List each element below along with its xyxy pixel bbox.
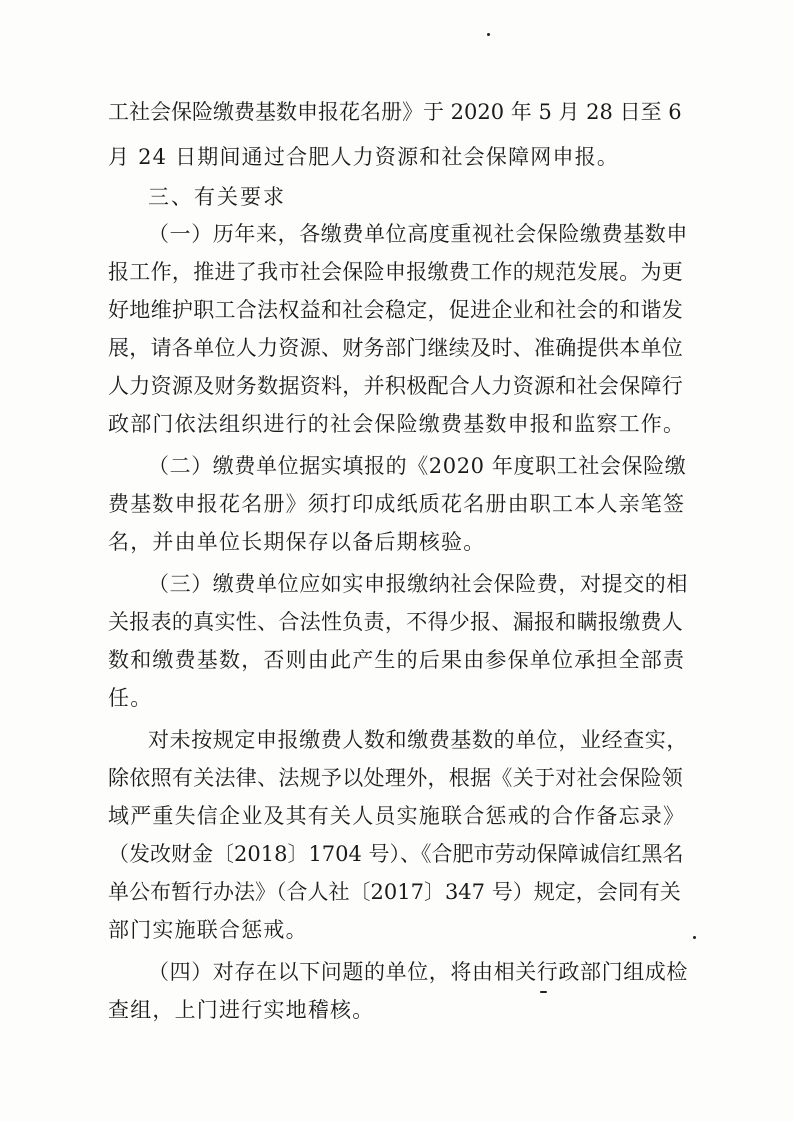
paragraph-3-line-3: 数和缴费基数，否则由此产生的后果由参保单位承担全部责 — [108, 648, 686, 672]
paragraph-4-line-5: 单公布暂行办法》（合人社〔2017〕347 号）规定，会同有关 — [108, 880, 681, 904]
paragraph-5-line-2: 查组，上门进行实地稽核。 — [108, 998, 375, 1022]
paragraph-4-line-4: （发改财金〔2018〕1704 号）、《合肥市劳动保障诚信红黑名 — [108, 842, 684, 866]
paragraph-2-line-3: 名，并由单位长期保存以备后期核验。 — [108, 530, 486, 554]
paragraph-4-line-6: 部门实施联合惩戒。 — [108, 918, 308, 942]
paragraph-1-line-3: 好地维护职工合法权益和社会稳定，促进企业和社会的和谐发 — [108, 298, 684, 322]
section-heading: 三、有关要求 — [148, 185, 286, 209]
paragraph-1-line-5: 人力资源及财务数据资料，并积极配合人力资源和社会保障行 — [108, 374, 684, 398]
paragraph-1-line-6: 政部门依法组织进行的社会保险缴费基数申报和监察工作。 — [108, 412, 686, 436]
paragraph-2-line-1: （二）缴费单位据实填报的《2020 年度职工社会保险缴 — [148, 454, 687, 478]
paragraph-1-line-1: （一）历年来，各缴费单位高度重视社会保险缴费基数申 — [148, 222, 688, 246]
body-line-2: 月 24 日期间通过合肥人力资源和社会保障网申报。 — [108, 145, 620, 169]
paragraph-2-line-2: 费基数申报花名册》须打印成纸质花名册由职工本人亲笔签 — [108, 492, 686, 516]
paragraph-3-line-4: 任。 — [108, 686, 153, 710]
paragraph-4-line-2: 除依照有关法律、法规予以处理外，根据《关于对社会保险领 — [108, 766, 684, 790]
paragraph-4-line-1: 对未按规定申报缴费人数和缴费基数的单位，业经查实， — [148, 728, 688, 752]
paragraph-5-line-1: （四）对存在以下问题的单位，将由相关行政部门组成检 — [148, 960, 688, 984]
paragraph-1-line-4: 展，请各单位人力资源、财务部门继续及时、准确提供本单位 — [108, 336, 684, 360]
scan-speck — [693, 936, 696, 939]
paragraph-1-line-2: 报工作，推进了我市社会保险申报缴费工作的规范发展。为更 — [108, 260, 684, 284]
paragraph-4-line-3: 域严重失信企业及其有关人员实施联合惩戒的合作备忘录》 — [108, 804, 686, 828]
scan-speck — [487, 33, 490, 36]
paragraph-3-line-2: 关报表的真实性、合法性负责，不得少报、漏报和瞒报缴费人 — [108, 610, 684, 634]
paragraph-3-line-1: （三）缴费单位应如实申报缴纳社会保险费，对提交的相 — [148, 572, 688, 596]
scan-speck — [540, 991, 547, 993]
body-line-1: 工社会保险缴费基数申报花名册》于 2020 年 5 月 28 日至 6 — [108, 100, 682, 124]
